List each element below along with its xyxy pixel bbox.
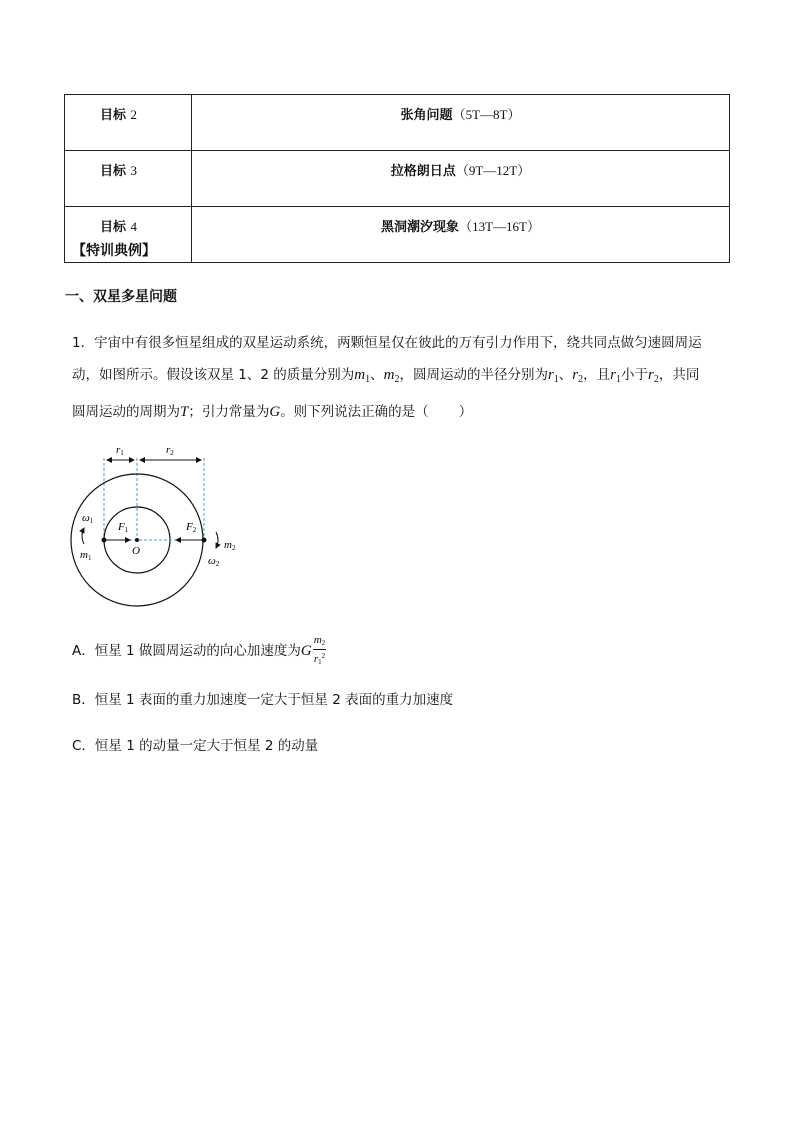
r1-label: r1 <box>116 444 124 457</box>
goal-content-cell: 张角问题（5T—8T） <box>192 95 730 151</box>
goal-label-cell: 目标 3 <box>65 151 192 207</box>
m1-label: m1 <box>80 549 92 562</box>
omega1-label: ω1 <box>82 512 94 525</box>
m2-label: m2 <box>224 539 236 552</box>
omega1-arrow <box>82 528 84 544</box>
center-point <box>135 538 139 542</box>
r2-label: r2 <box>166 444 174 457</box>
option-c[interactable]: C．恒星 1 的动量一定大于恒星 2 的动量 <box>72 738 319 754</box>
option-b[interactable]: B．恒星 1 表面的重力加速度一定大于恒星 2 表面的重力加速度 <box>72 692 454 708</box>
omega2-label: ω2 <box>208 555 220 568</box>
section-title: 一、双星多星问题 <box>65 289 177 305</box>
table-row <box>65 151 730 207</box>
question-line-3: 圆周运动的周期为T；引力常量为G。则下列说法正确的是（ ） <box>72 404 473 420</box>
goal-label-cell: 目标 4 <box>65 207 192 263</box>
table-row <box>65 207 730 263</box>
goal-content-cell: 黑洞潮汐现象（13T—16T） <box>192 207 730 263</box>
center-label: O <box>132 545 140 557</box>
star-1 <box>102 538 107 543</box>
acceleration-fraction: $\frac{m2}{r1^2}$ <box>313 634 326 666</box>
goal-label-cell: 目标 2 <box>65 95 192 151</box>
f2-label: F2 <box>186 521 197 534</box>
section-tag: 【特训典例】 <box>72 243 156 259</box>
table-row <box>65 95 730 151</box>
star-2 <box>202 538 207 543</box>
goals-table <box>64 94 730 263</box>
binary-star-diagram <box>70 440 270 615</box>
question-text <box>72 327 727 428</box>
option-a[interactable]: A．恒星 1 做圆周运动的向心加速度为G $\frac{m2}{r1^2}$ <box>72 634 326 666</box>
goal-content-cell: 拉格朗日点（9T—12T） <box>192 151 730 207</box>
f1-label: F1 <box>118 521 129 534</box>
question-line-1: 1．宇宙中有很多恒星组成的双星运动系统，两颗恒星仅在彼此的万有引力作用下，绕共同点做匀速圆周运 <box>72 335 702 351</box>
question-line-2: 动，如图所示。假设该双星 1、2 的质量分别为$m_1$、$m_2$，圆周运动的半径分别为$r_1$、$r_2$，且$r_1$小于$r_2$，共同 <box>72 367 700 385</box>
omega2-arrow <box>216 532 218 548</box>
